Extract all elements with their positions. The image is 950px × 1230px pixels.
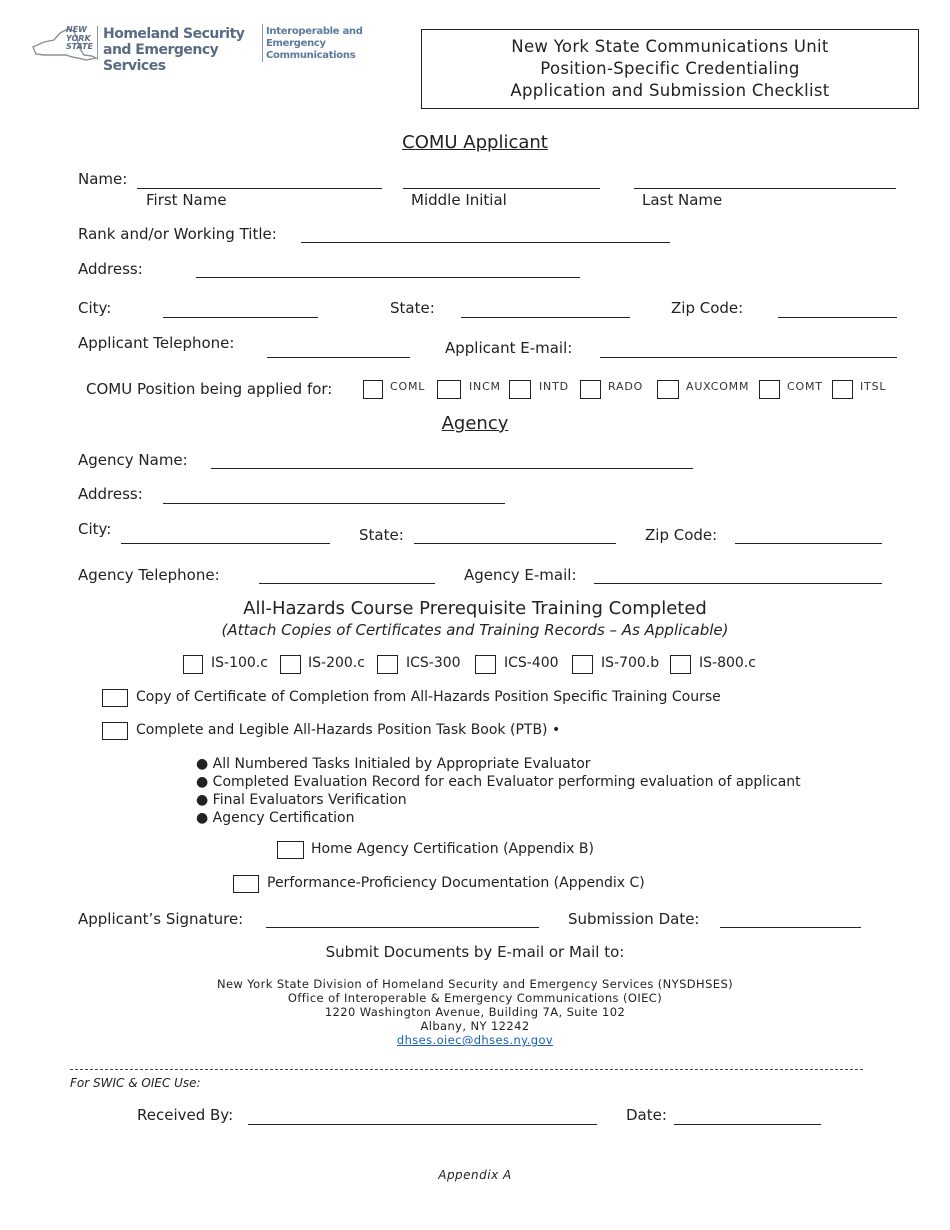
first-name-caption: First Name	[146, 191, 227, 209]
position-label-auxcomm: AUXCOMM	[686, 380, 750, 393]
logo-office-name: Interoperable and Emergency Communications	[266, 26, 363, 61]
course-checkbox-is700[interactable]	[572, 655, 593, 674]
course-label-is800: IS-800.c	[699, 655, 756, 671]
agency-name-field[interactable]	[211, 468, 693, 469]
applicant-city-field[interactable]	[163, 317, 318, 318]
rank-label: Rank and/or Working Title:	[78, 225, 277, 243]
agency-name-label: Agency Name:	[78, 451, 188, 469]
agency-city-field[interactable]	[121, 543, 330, 544]
agency-zip-field[interactable]	[735, 543, 882, 544]
submit-address-line: Albany, NY 12242	[420, 1019, 530, 1033]
position-checkbox-intd[interactable]	[509, 380, 531, 399]
position-label-comt: COMT	[787, 380, 823, 393]
form-title-line-2: Position-Specific Credentialing	[540, 59, 800, 78]
course-label-ics400: ICS-400	[504, 655, 559, 671]
agency-heading: Agency	[441, 413, 509, 434]
applicant-phone-label: Applicant Telephone:	[78, 334, 235, 352]
applicant-email-label: Applicant E-mail:	[445, 339, 573, 357]
home-agency-label: Home Agency Certification (Appendix B)	[311, 841, 594, 857]
submission-date-label: Submission Date:	[568, 910, 700, 928]
submit-address-line: New York State Division of Homeland Security and Emergency Services (NYSDHSES)	[216, 977, 734, 991]
ptb-item: ● All Numbered Tasks Initialed by Appropriate Evaluator	[196, 756, 591, 772]
submit-email-link[interactable]: dhses.oiec@dhses.ny.gov	[396, 1033, 554, 1047]
middle-initial-field[interactable]	[403, 188, 600, 189]
submission-date-field[interactable]	[720, 927, 861, 928]
logo-divider-1	[97, 26, 98, 60]
agency-zip-label: Zip Code:	[645, 526, 718, 544]
agency-email-label: Agency E-mail:	[464, 566, 577, 584]
rank-field[interactable]	[301, 242, 670, 243]
position-checkbox-incm[interactable]	[437, 380, 461, 399]
performance-label: Performance-Proficiency Documentation (Appendix C)	[267, 875, 645, 891]
agency-state-label: State:	[359, 526, 404, 544]
training-subheading: (Attach Copies of Certificates and Training Records – As Applicable)	[221, 621, 729, 639]
position-checkbox-coml[interactable]	[363, 380, 383, 399]
course-label-ics300: ICS-300	[406, 655, 461, 671]
received-by-label: Received By:	[137, 1106, 234, 1124]
applicant-heading: COMU Applicant	[402, 132, 548, 153]
middle-initial-caption: Middle Initial	[411, 191, 507, 209]
performance-checkbox[interactable]	[233, 875, 259, 893]
logo-agency-name: Homeland Security and Emergency Services	[103, 26, 245, 74]
ptb-item: ● Agency Certification	[196, 810, 355, 826]
agency-address-field[interactable]	[163, 503, 505, 504]
course-checkbox-ics400[interactable]	[475, 655, 496, 674]
applicant-zip-field[interactable]	[778, 317, 897, 318]
position-checkbox-comt[interactable]	[759, 380, 780, 399]
certificate-label: Copy of Certificate of Completion from All-Hazards Position Specific Training Course	[136, 689, 721, 705]
position-label: COMU Position being applied for:	[86, 380, 333, 398]
position-checkbox-rado[interactable]	[580, 380, 601, 399]
form-title-line-1: New York State Communications Unit	[511, 37, 829, 56]
course-checkbox-ics300[interactable]	[377, 655, 398, 674]
applicant-city-label: City:	[78, 299, 112, 317]
position-label-itsl: ITSL	[860, 380, 887, 393]
signature-field[interactable]	[266, 927, 539, 928]
training-heading: All-Hazards Course Prerequisite Training Completed	[243, 598, 707, 619]
course-label-is200: IS-200.c	[308, 655, 365, 671]
submit-address-line: Office of Interoperable & Emergency Communications (OIEC)	[287, 991, 663, 1005]
received-by-field[interactable]	[248, 1124, 597, 1125]
position-label-coml: COML	[390, 380, 426, 393]
submit-heading: Submit Documents by E-mail or Mail to:	[325, 943, 625, 961]
agency-state-field[interactable]	[414, 543, 616, 544]
position-checkbox-itsl[interactable]	[832, 380, 853, 399]
logo	[30, 22, 405, 74]
course-checkbox-is800[interactable]	[670, 655, 691, 674]
certificate-checkbox[interactable]	[102, 689, 128, 707]
applicant-email-field[interactable]	[600, 357, 897, 358]
ptb-checkbox[interactable]	[102, 722, 128, 740]
position-label-intd: INTD	[539, 380, 569, 393]
appendix-label: Appendix A	[438, 1168, 512, 1182]
last-name-caption: Last Name	[642, 191, 723, 209]
office-use-label: For SWIC & OIEC Use:	[70, 1076, 201, 1090]
position-checkbox-auxcomm[interactable]	[657, 380, 679, 399]
agency-phone-field[interactable]	[259, 583, 435, 584]
course-checkbox-is200[interactable]	[280, 655, 301, 674]
course-label-is100: IS-100.c	[211, 655, 268, 671]
form-title-box	[421, 29, 919, 109]
applicant-phone-field[interactable]	[267, 357, 410, 358]
applicant-zip-label: Zip Code:	[671, 299, 744, 317]
applicant-state-field[interactable]	[461, 317, 630, 318]
applicant-address-field[interactable]	[196, 277, 580, 278]
course-checkbox-is100[interactable]	[183, 655, 203, 674]
applicant-address-label: Address:	[78, 260, 143, 278]
logo-divider-2	[262, 24, 263, 62]
position-label-rado: RADO	[608, 380, 644, 393]
ptb-item: ● Completed Evaluation Record for each Evaluator performing evaluation of applicant	[196, 774, 801, 790]
office-use-divider	[70, 1069, 863, 1070]
submit-address-line: 1220 Washington Avenue, Building 7A, Suite 102	[324, 1005, 626, 1019]
position-label-incm: INCM	[469, 380, 501, 393]
ptb-item: ● Final Evaluators Verification	[196, 792, 407, 808]
signature-label: Applicant’s Signature:	[78, 910, 244, 928]
first-name-field[interactable]	[137, 188, 382, 189]
last-name-field[interactable]	[634, 188, 896, 189]
home-agency-checkbox[interactable]	[277, 841, 304, 859]
agency-phone-label: Agency Telephone:	[78, 566, 220, 584]
name-label: Name:	[78, 170, 128, 188]
agency-city-label: City:	[78, 520, 112, 538]
form-title-line-3: Application and Submission Checklist	[510, 81, 830, 100]
received-date-field[interactable]	[674, 1124, 821, 1125]
course-label-is700: IS-700.b	[601, 655, 660, 671]
agency-email-field[interactable]	[594, 583, 882, 584]
state-mark: NEW YORK STATE	[66, 25, 93, 51]
ptb-label: Complete and Legible All-Hazards Position Task Book (PTB) •	[136, 722, 561, 738]
agency-address-label: Address:	[78, 485, 143, 503]
applicant-state-label: State:	[390, 299, 435, 317]
received-date-label: Date:	[626, 1106, 667, 1124]
